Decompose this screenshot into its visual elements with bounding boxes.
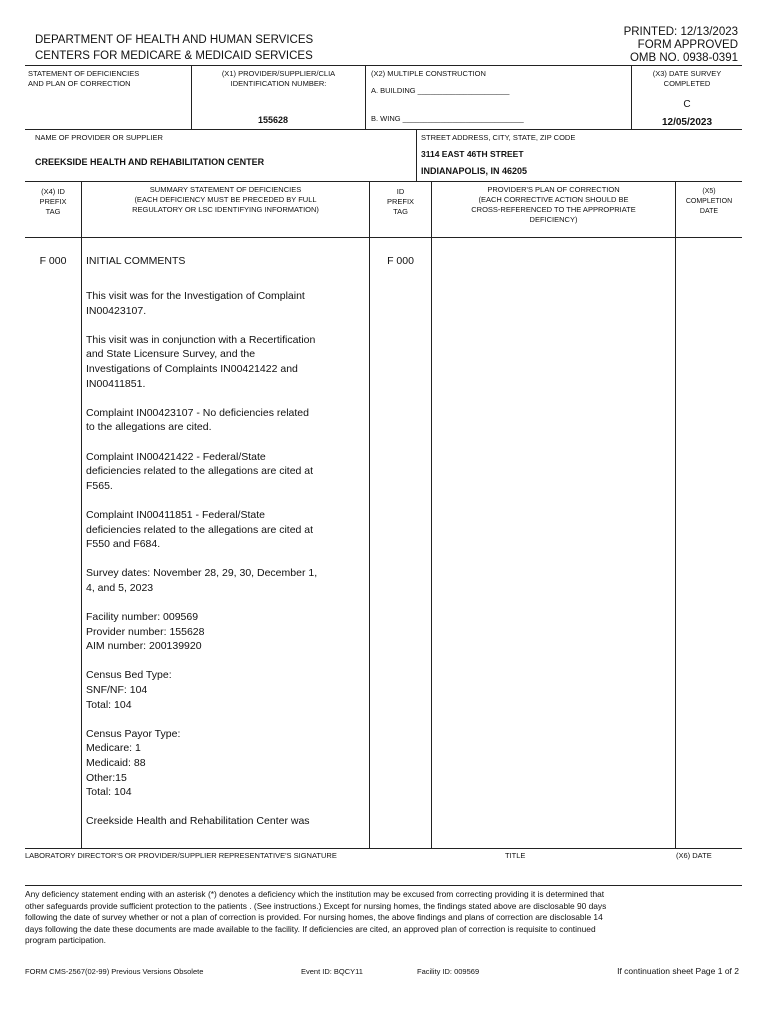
vrule-box1-b bbox=[365, 65, 366, 129]
paragraph: Complaint IN00411851 - Federal/State deficiencies related to the allegations are cited at F550 and F684. bbox=[86, 508, 314, 551]
date-survey-code: C bbox=[683, 99, 691, 110]
address-label: STREET ADDRESS, CITY, STATE, ZIP CODE bbox=[421, 133, 576, 142]
rule-content-bottom bbox=[25, 848, 742, 849]
summary-text bbox=[86, 289, 366, 844]
date-survey-label: (X3) DATE SURVEY COMPLETED bbox=[652, 69, 722, 88]
continuation-page: If continuation sheet Page 1 of 2 bbox=[617, 966, 739, 976]
paragraph: Survey dates: November 28, 29, 30, December 1, 4, and 5, 2023 bbox=[86, 567, 318, 594]
paragraph: Census Bed Type: SNF/NF: 104 Total: 104 bbox=[86, 669, 172, 711]
provider-name: CREEKSIDE HEALTH AND REHABILITATION CENTER bbox=[35, 157, 265, 167]
vrule-box2 bbox=[416, 129, 417, 181]
form-approved: FORM APPROVED bbox=[637, 39, 738, 51]
paragraph: Complaint IN00423107 - No deficiencies related to the allegations are cited. bbox=[86, 406, 309, 434]
paragraph: Complaint IN00421422 - Federal/State deficiencies related to the allegations are cited at F565. bbox=[86, 450, 314, 492]
cms-line: CENTERS FOR MEDICARE & MEDICAID SERVICES bbox=[35, 50, 313, 62]
rule-columns-bottom bbox=[25, 237, 742, 238]
rule-top bbox=[25, 65, 742, 66]
initial-comments-heading: INITIAL COMMENTS bbox=[86, 255, 186, 267]
completion-header: (X5) COMPLETION DATE bbox=[685, 188, 733, 215]
summary-header: SUMMARY STATEMENT OF DEFICIENCIES (EACH DEFICIENCY MUST BE PRECEDED BY FULL REGULATORY OR LSC IDENTIFYING INFORMATION) bbox=[132, 185, 319, 214]
paragraph: Creekside Health and Rehabilitation Center was bbox=[86, 815, 310, 828]
rule-signature-bottom bbox=[25, 885, 742, 886]
date-survey-value: 12/05/2023 bbox=[661, 117, 713, 128]
left-tag: F 000 bbox=[39, 255, 67, 267]
signature-date-label: (X6) DATE bbox=[676, 851, 712, 860]
disclaimer: Any deficiency statement ending with an asterisk (*) denotes a deficiency which the institution may be excused from correcting providing it is determined that other safeguards provide sufficient protection to the patients . (See instructions.) Except for nursing homes, the findings stated above are disclosable 90 days following the date of survey whether or not a plan of correction is provided. For nursing homes, the above findings and plans of correction are disclosable 14 days following the date these documents are made available to the facility. If deficiencies are cited, an approved plan of correction is requisite to continued program participation. bbox=[25, 889, 607, 946]
rule-box1-bottom bbox=[25, 129, 742, 130]
paragraph: Census Payor Type: Medicare: 1 Medicaid: 88 Other:15 Total: 104 bbox=[86, 727, 181, 799]
construction-label: (X2) MULTIPLE CONSTRUCTION bbox=[371, 69, 486, 78]
statement-label: STATEMENT OF DEFICIENCIES AND PLAN OF CORRECTION bbox=[28, 69, 140, 88]
paragraph: This visit was in conjunction with a Recertification and State Licensure Survey, and the Investigations of Complaints IN00421422 and IN00411851. bbox=[86, 333, 316, 390]
signature-label: LABORATORY DIRECTOR'S OR PROVIDER/SUPPLIER REPRESENTATIVE'S SIGNATURE bbox=[25, 851, 337, 860]
right-tag: F 000 bbox=[387, 255, 414, 267]
printed-date: PRINTED: 12/13/2023 bbox=[623, 26, 738, 38]
rule-box2-bottom bbox=[25, 181, 742, 182]
provider-id-value: 155628 bbox=[258, 115, 289, 125]
paragraph: Facility number: 009569 Provider number: 155628 AIM number: 200139920 bbox=[86, 611, 205, 653]
vrule-col-4 bbox=[675, 181, 676, 848]
facility-id: Facility ID: 009569 bbox=[417, 967, 480, 976]
title-label: TITLE bbox=[505, 851, 526, 860]
form-number: FORM CMS-2567(02-99) Previous Versions Obsolete bbox=[25, 967, 204, 976]
provider-id-label: (X1) PROVIDER/SUPPLIER/CLIA IDENTIFICATION NUMBER: bbox=[221, 69, 336, 88]
address-line2: INDIANAPOLIS, IN 46205 bbox=[421, 166, 528, 176]
vrule-col-3 bbox=[431, 181, 432, 848]
address-line1: 3114 EAST 46TH STREET bbox=[421, 149, 524, 159]
event-id: Event ID: BQCY11 bbox=[301, 967, 363, 976]
paragraph: This visit was for the Investigation of Complaint IN00423107. bbox=[86, 290, 305, 317]
vrule-col-1 bbox=[81, 181, 82, 848]
id-prefix-header: ID PREFIX TAG bbox=[386, 187, 415, 216]
omb-number: OMB NO. 0938-0391 bbox=[629, 52, 738, 64]
wing-label: B. WING _____________________________ bbox=[371, 114, 524, 123]
x4-header: (X4) ID PREFIX TAG bbox=[39, 187, 67, 216]
building-label: A. BUILDING ______________________ bbox=[371, 86, 510, 95]
department-line: DEPARTMENT OF HEALTH AND HUMAN SERVICES bbox=[35, 34, 314, 46]
plan-header: PROVIDER'S PLAN OF CORRECTION (EACH CORRECTIVE ACTION SHOULD BE CROSS-REFERENCED TO THE APPROPRIATE DEFICIENCY) bbox=[471, 185, 636, 224]
provider-name-label: NAME OF PROVIDER OR SUPPLIER bbox=[35, 133, 163, 142]
vrule-col-2 bbox=[369, 181, 370, 848]
